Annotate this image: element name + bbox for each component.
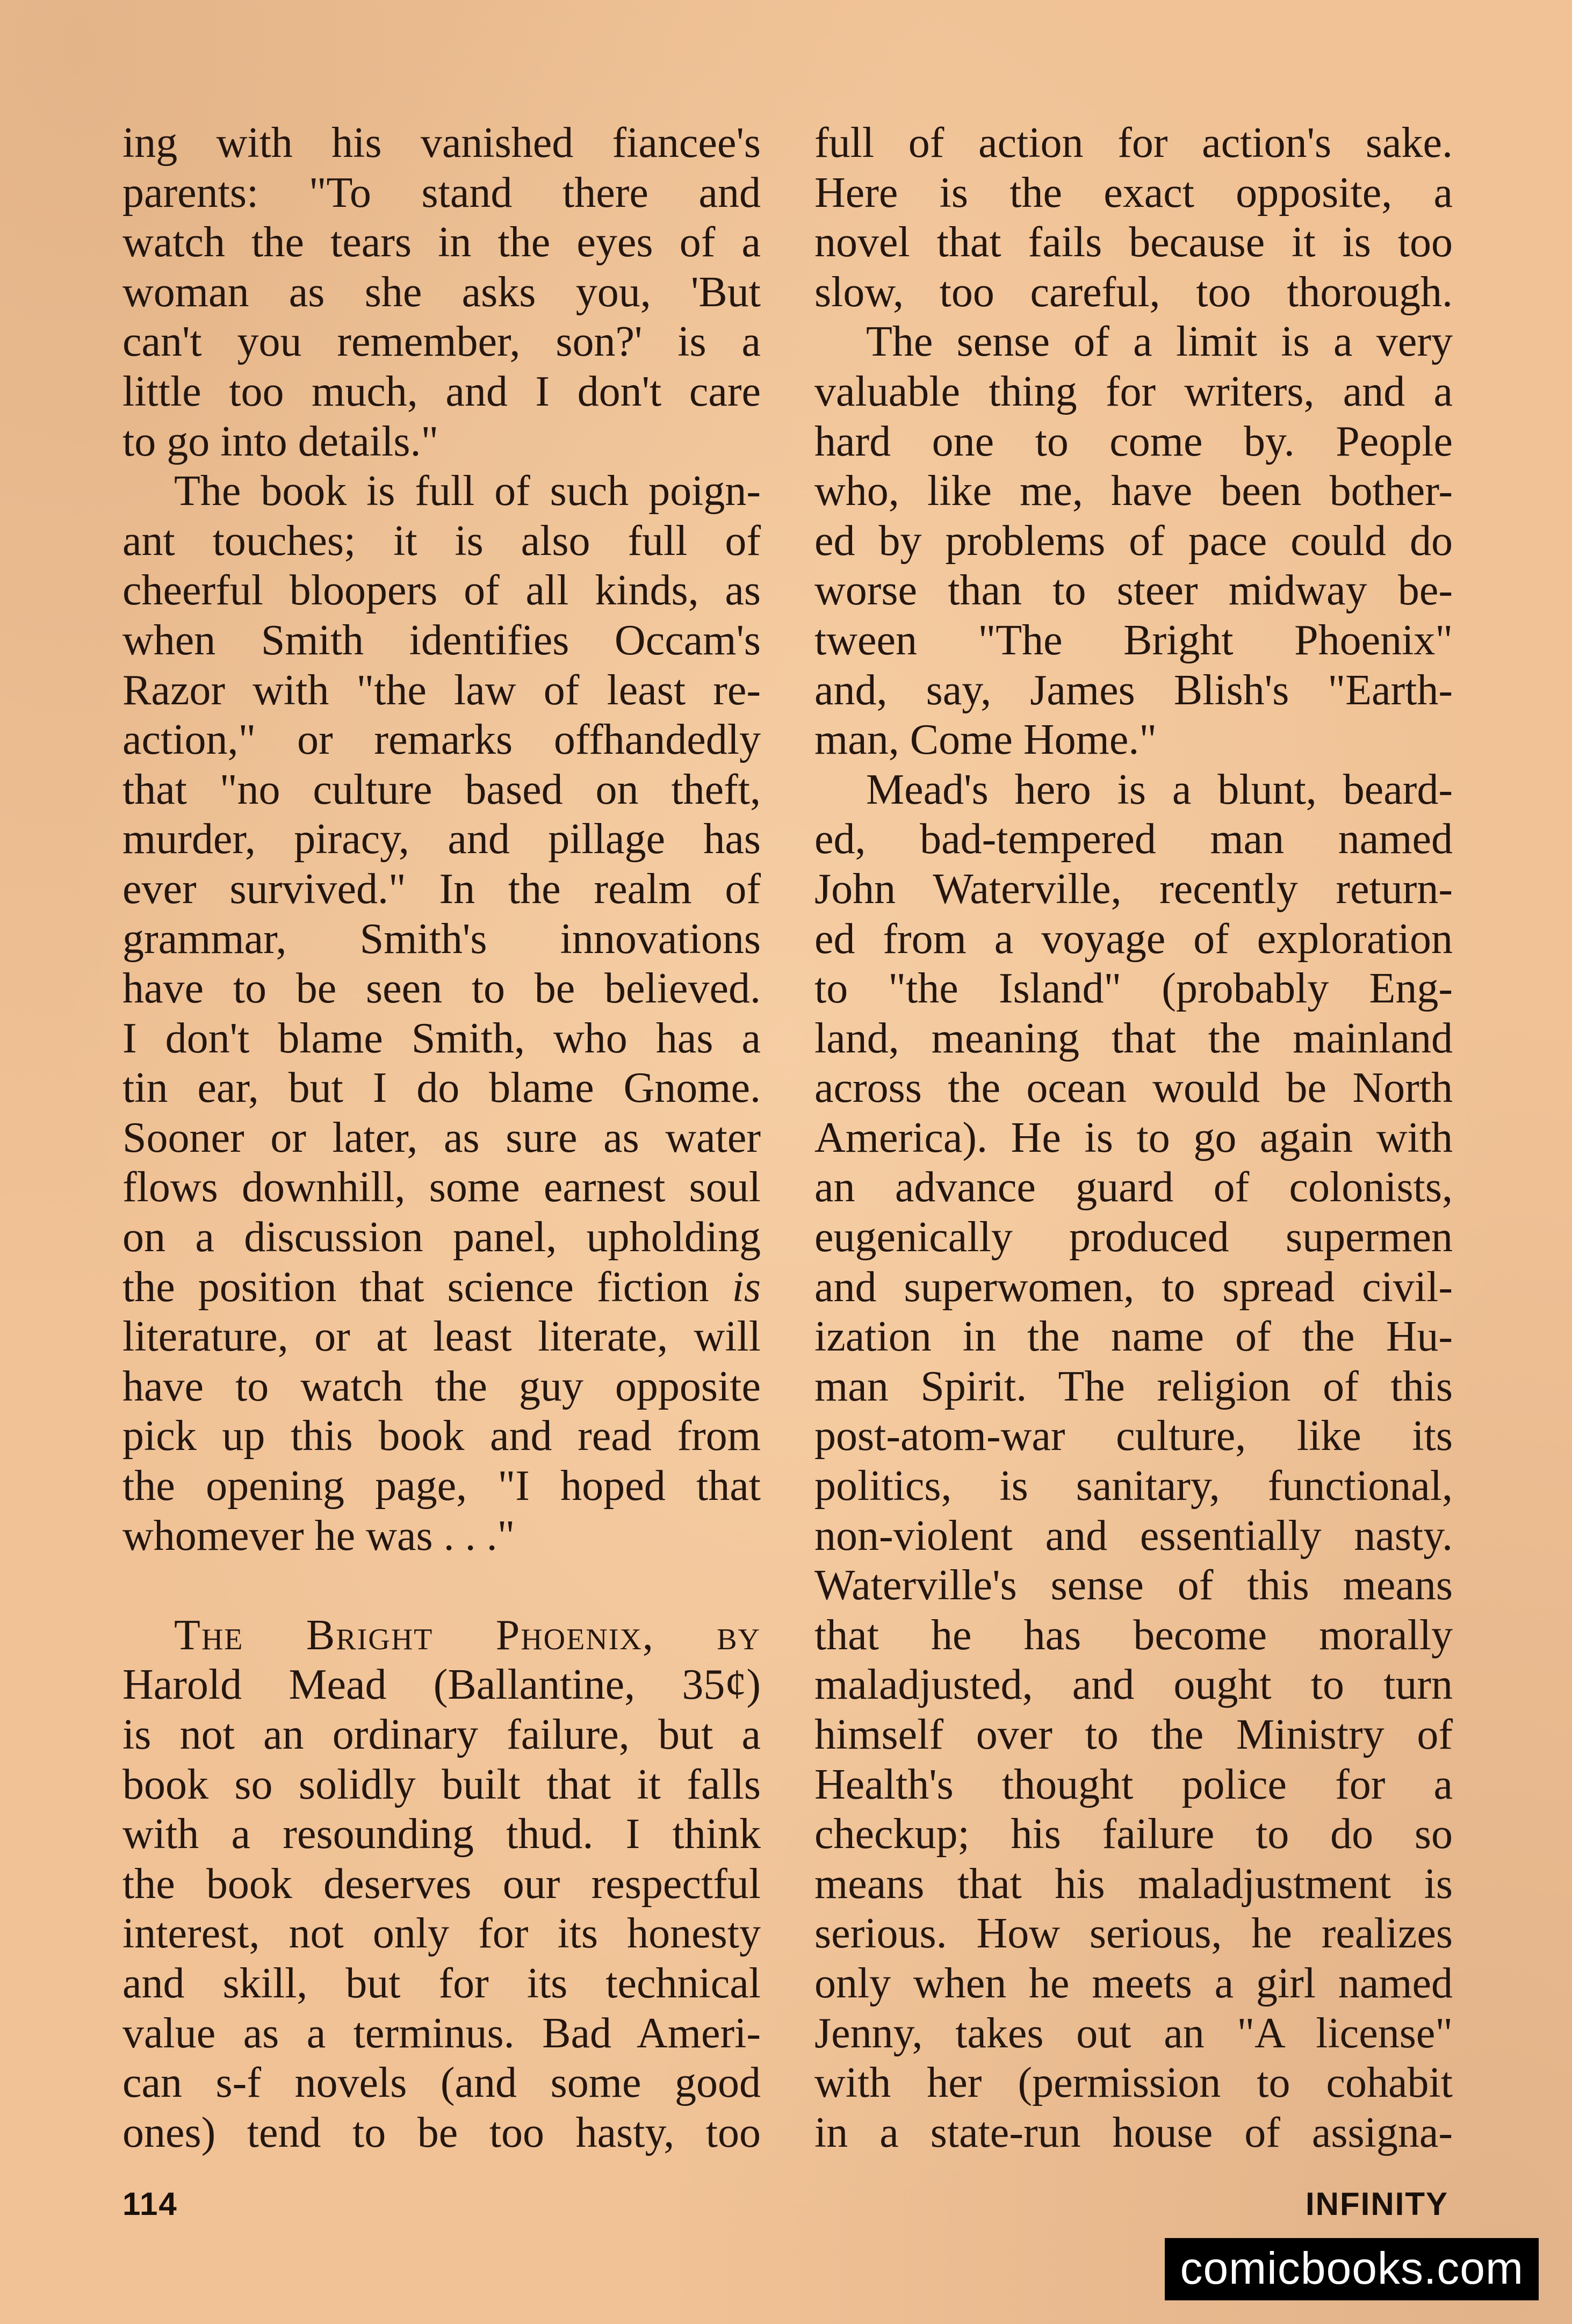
text-line: watch the tears in the eyes of a xyxy=(122,219,761,266)
text-line: eugenically produced supermen xyxy=(814,1214,1453,1261)
emphasis: is xyxy=(732,1263,761,1311)
text-line: and superwomen, to spread civil- xyxy=(814,1263,1453,1311)
text-line: with a resounding thud. I think xyxy=(122,1810,761,1858)
text-line: The book is full of such poign- xyxy=(174,467,761,515)
text-line: an advance guard of colonists, xyxy=(814,1164,1453,1211)
text-line: Razor with "the law of least re- xyxy=(122,666,761,714)
text-line: ization in the name of the Hu- xyxy=(814,1313,1453,1361)
text-line: non-violent and essentially nasty. xyxy=(814,1512,1453,1560)
text-line: valuable thing for writers, and a xyxy=(814,367,1453,415)
text-line: post-atom-war culture, like its xyxy=(814,1412,1453,1460)
text-line: have to be seen to be believed. xyxy=(122,965,761,1013)
text-line: and, say, James Blish's "Earth- xyxy=(814,666,1453,714)
text-line: literature, or at least literate, will xyxy=(122,1313,761,1361)
text-line: ing with his vanished fiancee's xyxy=(122,119,761,167)
text-line: ed from a voyage of exploration xyxy=(814,915,1453,963)
text-line: Health's thought police for a xyxy=(814,1760,1453,1808)
text-line: value as a terminus. Bad Ameri- xyxy=(122,2009,761,2057)
text-line: across the ocean would be North xyxy=(814,1064,1453,1112)
text-line: America). He is to go again with xyxy=(814,1114,1453,1161)
text-line: that he has become morally xyxy=(814,1611,1453,1659)
text-line: ant touches; it is also full of xyxy=(122,517,761,565)
text-line: is not an ordinary failure, but a xyxy=(122,1711,761,1758)
text-line: in a state-run house of assigna- xyxy=(814,2109,1453,2156)
text-line: ed, bad-tempered man named xyxy=(814,815,1453,863)
text-line: the opening page, "I hoped that xyxy=(122,1462,761,1510)
right-text-column xyxy=(814,118,1453,2157)
text-line: can s-f novels (and some good xyxy=(122,2059,761,2107)
text-line: that "no culture based on theft, xyxy=(122,766,761,813)
text-line: murder, piracy, and pillage has xyxy=(122,815,761,863)
text-line: ever survived." In the realm of xyxy=(122,865,761,913)
text-line: The sense of a limit is a very xyxy=(866,318,1453,366)
text-line: full of action for action's sake. xyxy=(814,119,1453,167)
page-number: 114 xyxy=(122,2186,178,2222)
text-line: ed by problems of pace could do xyxy=(814,517,1453,565)
text-line: whomever he was . . ." xyxy=(122,1512,515,1560)
text-line: have to watch the guy opposite xyxy=(122,1362,761,1410)
text-line: flows downhill, some earnest soul xyxy=(122,1164,761,1211)
text-line: novel that fails because it is too xyxy=(814,219,1453,266)
text-line: maladjusted, and ought to turn xyxy=(814,1661,1453,1709)
text-line: Harold Mead (Ballantine, 35¢) xyxy=(122,1661,761,1709)
text-line: cheerful bloopers of all kinds, as xyxy=(122,567,761,615)
text-line: Waterville's sense of this means xyxy=(814,1562,1453,1610)
text-line: to "the Island" (probably Eng- xyxy=(814,965,1453,1013)
text-line: grammar, Smith's innovations xyxy=(122,915,761,963)
text-line: to go into details." xyxy=(122,417,439,465)
text-line: The Bright Phoenix, by xyxy=(174,1611,761,1659)
text-line: Mead's hero is a blunt, beard- xyxy=(866,766,1453,813)
text-line: means that his maladjustment is xyxy=(814,1860,1453,1908)
text-line: I don't blame Smith, who has a xyxy=(122,1014,761,1062)
text-line: woman as she asks you, 'But xyxy=(122,268,761,316)
left-text-column xyxy=(122,118,761,2157)
text-line: only when he meets a girl named xyxy=(814,1959,1453,2007)
watermark-logo: comicbooks.com xyxy=(1165,2238,1539,2300)
text-line: the book deserves our respectful xyxy=(122,1860,761,1908)
text-line: can't you remember, son?' is a xyxy=(122,318,761,366)
text-line: tween "The Bright Phoenix" xyxy=(814,616,1453,664)
text-line: slow, too careful, too thorough. xyxy=(814,268,1453,316)
text-line: pick up this book and read from xyxy=(122,1412,761,1460)
text-line: land, meaning that the mainland xyxy=(814,1014,1453,1062)
text-line: on a discussion panel, upholding xyxy=(122,1214,761,1261)
text-line: man, Come Home." xyxy=(814,716,1157,764)
text-line: and skill, but for its technical xyxy=(122,1959,761,2007)
text-line: John Waterville, recently return- xyxy=(814,865,1453,913)
text-line: hard one to come by. People xyxy=(814,417,1453,465)
text-line: book so solidly built that it falls xyxy=(122,1760,761,1808)
text-line: worse than to steer midway be- xyxy=(814,567,1453,615)
text-line: interest, not only for its honesty xyxy=(122,1910,761,1958)
magazine-title: INFINITY xyxy=(1306,2186,1448,2222)
text-line: with her (permission to cohabit xyxy=(814,2059,1453,2107)
text-line: when Smith identifies Occam's xyxy=(122,616,761,664)
text-line: man Spirit. The religion of this xyxy=(814,1362,1453,1410)
text-line: little too much, and I don't care xyxy=(122,367,761,415)
text-line: Sooner or later, as sure as water xyxy=(122,1114,761,1161)
text-line: checkup; his failure to do so xyxy=(814,1810,1453,1858)
text-line: action," or remarks offhandedly xyxy=(122,716,761,764)
text-line: serious. How serious, he realizes xyxy=(814,1910,1453,1958)
text-line: politics, is sanitary, functional, xyxy=(814,1462,1453,1510)
text-line: parents: "To stand there and xyxy=(122,169,761,216)
text-line: the position that science fiction is xyxy=(122,1263,761,1311)
text-line: ones) tend to be too hasty, too xyxy=(122,2109,761,2156)
text-line: Jenny, takes out an "A license" xyxy=(814,2009,1453,2057)
text-line: tin ear, but I do blame Gnome. xyxy=(122,1064,761,1112)
text-line: himself over to the Ministry of xyxy=(814,1711,1453,1758)
text-line: Here is the exact opposite, a xyxy=(814,169,1453,216)
paragraph-gap xyxy=(122,1561,761,1611)
text-line: who, like me, have been bother- xyxy=(814,467,1453,515)
